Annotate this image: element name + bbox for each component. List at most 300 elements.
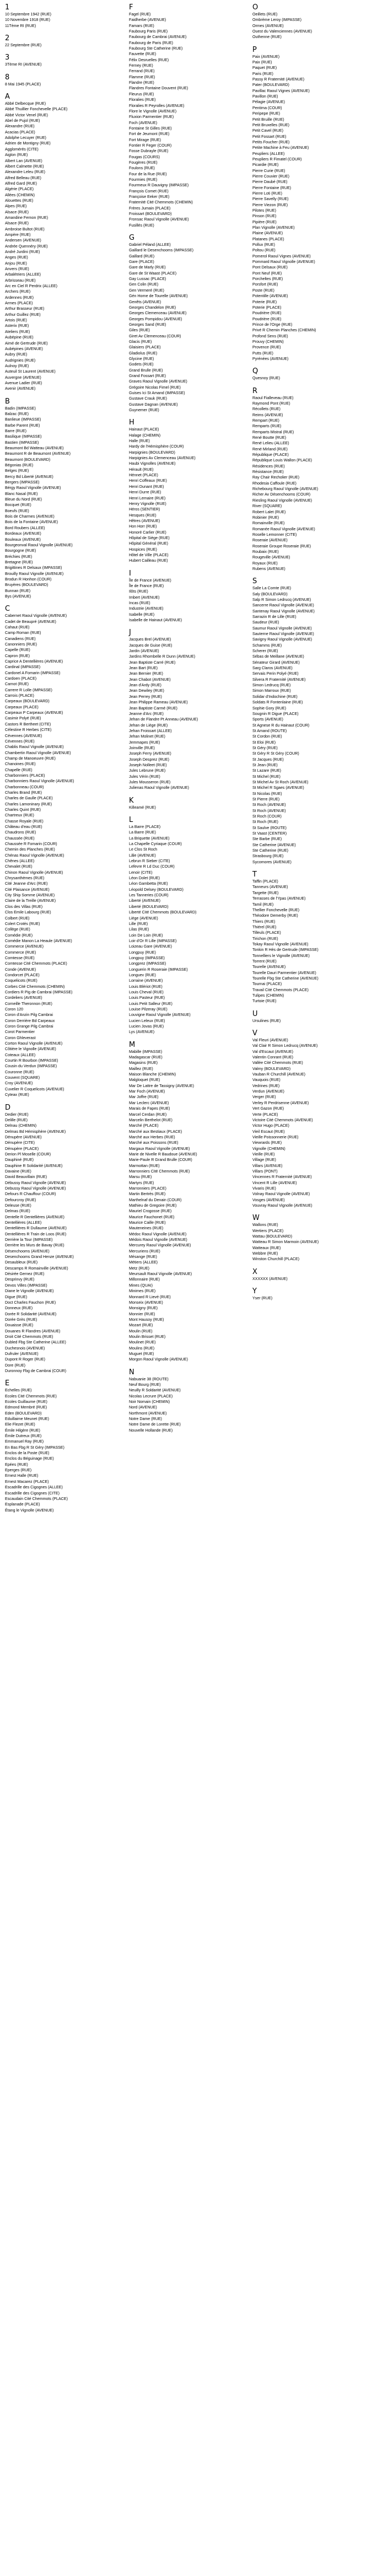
street-link[interactable]: Pomerol Raoul Vignes (AVENUE) bbox=[252, 254, 311, 259]
street-link[interactable]: Alexandre (RUE) bbox=[5, 124, 35, 129]
street-link[interactable]: Longpuy (IMPASSE) bbox=[129, 955, 165, 960]
street-link[interactable]: St Roch (AVENUE) bbox=[252, 808, 286, 813]
street-link[interactable]: Fosse Dubrayle (RUE) bbox=[129, 149, 169, 154]
street-link[interactable]: Verger (RUE) bbox=[252, 1095, 276, 1100]
street-link[interactable]: Pinson (RUE) bbox=[252, 214, 277, 219]
street-link[interactable]: Joseph Desprez (RUE) bbox=[129, 757, 169, 762]
street-link[interactable]: Dupont R Roger (RUE) bbox=[5, 1357, 45, 1362]
street-link[interactable]: Bunnan (RUE) bbox=[5, 588, 31, 593]
street-link[interactable]: Vieille Poissonnerie (RUE) bbox=[252, 1134, 299, 1139]
street-link[interactable]: Marché aux Poissons (RUE) bbox=[129, 1141, 179, 1146]
street-link[interactable]: Audrignies (RUE) bbox=[5, 358, 36, 363]
street-link[interactable]: Morgon Raoul Vignolle (AVENUE) bbox=[129, 1357, 188, 1362]
street-link[interactable]: Bercy Bd Liberté (AVENUE) bbox=[5, 474, 53, 479]
street-link[interactable]: Artois (RUE) bbox=[5, 318, 27, 323]
street-link[interactable]: Françoise Eeker (RUE) bbox=[129, 195, 170, 199]
street-link[interactable]: Coron d'Anzin Pilg Cambrai bbox=[5, 1013, 53, 1018]
street-link[interactable]: Jehan Molinet (RUE) bbox=[129, 734, 165, 739]
street-link[interactable]: Yser (RUE) bbox=[252, 1296, 273, 1301]
street-link[interactable]: Faubourg de Cambrai (AVENUE) bbox=[129, 35, 187, 40]
street-link[interactable]: Chablis Raoul Vignolle (AVENUE) bbox=[5, 745, 64, 750]
street-link[interactable]: Deleuse (RUE) bbox=[5, 1203, 31, 1208]
street-link[interactable]: Aubépine (RUE) bbox=[5, 335, 34, 340]
street-link[interactable]: Lorraine (AVENUE) bbox=[129, 978, 163, 983]
street-link[interactable]: Mar Leclerc (AVENUE) bbox=[129, 1100, 169, 1105]
street-link[interactable]: Jean Chabot (AVENUE) bbox=[129, 677, 171, 682]
street-link[interactable]: Théodore Demerby (RUE) bbox=[252, 913, 298, 918]
street-link[interactable]: Léopold Delsey (BOULEVARD) bbox=[129, 887, 184, 892]
street-link[interactable]: Petite Machine à Feu (AVENUE) bbox=[252, 146, 309, 150]
street-link[interactable]: Jehan de Liège (RUE) bbox=[129, 723, 168, 728]
street-link[interactable]: Poudrière (RUE) bbox=[252, 316, 282, 321]
street-link[interactable]: Turtoie (RUE) bbox=[252, 999, 277, 1004]
street-link[interactable]: Chartreux (RUE) bbox=[5, 813, 34, 818]
street-link[interactable]: Flandre (RUE) bbox=[129, 80, 154, 85]
street-link[interactable]: St Géry (RUE) bbox=[252, 745, 278, 750]
street-link[interactable]: Pierre Curie (RUE) bbox=[252, 168, 285, 173]
street-link[interactable]: Douanes R Flandres (AVENUE) bbox=[5, 1329, 61, 1333]
street-link[interactable]: Royaux (RUE) bbox=[252, 561, 278, 566]
street-link[interactable]: Jean Bart (RUE) bbox=[129, 666, 158, 671]
street-link[interactable]: Pierre Couvier (RUE) bbox=[252, 174, 290, 179]
street-link[interactable]: Résistance (RUE) bbox=[252, 470, 284, 475]
street-link[interactable]: Petit Bruille (RUE) bbox=[252, 117, 284, 122]
street-link[interactable]: Agglomérés (CITE) bbox=[5, 147, 39, 152]
street-link[interactable]: Lucien Leleux (RUE) bbox=[129, 1018, 165, 1023]
street-link[interactable]: St Roch (RUE) bbox=[252, 820, 278, 825]
street-link[interactable]: Profond Sens (RUE) bbox=[252, 334, 288, 338]
street-link[interactable]: Marmottan (RUE) bbox=[129, 1163, 160, 1168]
street-link[interactable]: Porcheltes (RUE) bbox=[252, 277, 283, 282]
street-link[interactable]: Silvera R Fraternité (AVENUE) bbox=[252, 677, 306, 682]
street-link[interactable]: Ernest Macarez (PLACE) bbox=[5, 1479, 49, 1484]
street-link[interactable]: Coron Ghleverast bbox=[5, 1035, 36, 1040]
street-link[interactable]: Auvergne (AVENUE) bbox=[5, 375, 41, 380]
street-link[interactable]: Faubourg Paris (RUE) bbox=[129, 29, 168, 34]
street-link[interactable]: Île de France (AVENUE) bbox=[129, 578, 171, 583]
street-link[interactable]: Albert Calmette (RUE) bbox=[5, 164, 44, 169]
street-link[interactable]: Georges Sand (RUE) bbox=[129, 322, 166, 327]
street-link[interactable]: Wertiers (PLACE) bbox=[252, 1228, 284, 1233]
street-link[interactable]: Pater (BOULEVARD) bbox=[252, 83, 289, 88]
street-link[interactable]: Mésange (RUE) bbox=[129, 1255, 157, 1260]
street-link[interactable]: René Boutte (RUE) bbox=[252, 435, 287, 440]
street-link[interactable]: Thiérel (RUE) bbox=[252, 924, 277, 929]
street-link[interactable]: Richer Av Désenchooms (COUR) bbox=[252, 492, 311, 497]
street-link[interactable]: Hôpital Général (RUE) bbox=[129, 541, 168, 546]
street-link[interactable]: Loin De Loin (RUE) bbox=[129, 933, 163, 938]
street-link[interactable]: Schamms (RUE) bbox=[252, 643, 282, 648]
street-link[interactable]: Couronne (RUE) bbox=[5, 1069, 34, 1074]
street-link[interactable]: Harpignies (BOULEVARD) bbox=[129, 450, 175, 455]
street-link[interactable]: Reims (AVENUE) bbox=[252, 412, 283, 417]
street-link[interactable]: Sénateur Girard (AVENUE) bbox=[252, 660, 300, 665]
street-link[interactable]: Nabuanie 38 (ROUTE) bbox=[129, 1376, 169, 1381]
street-link[interactable]: Coron Derrière Bd Carpeaux bbox=[5, 1018, 55, 1023]
street-link[interactable]: Duronnoy Fbg de Cambrai (COUR) bbox=[5, 1368, 67, 1373]
street-link[interactable]: 22 Septembre (RUE) bbox=[5, 43, 42, 48]
street-link[interactable]: Gladiolus (RUE) bbox=[129, 351, 158, 356]
street-link[interactable]: Ampère (RUE) bbox=[5, 232, 31, 237]
street-link[interactable]: Nord (AVENUE) bbox=[129, 1405, 157, 1410]
street-link[interactable]: Liège (AVENUE) bbox=[129, 916, 158, 921]
street-link[interactable]: Métiers (ALLEE) bbox=[129, 1260, 158, 1265]
street-link[interactable]: Poudrière (RUE) bbox=[252, 311, 282, 316]
street-link[interactable]: Vieil Escaut (RUE) bbox=[252, 1129, 285, 1134]
street-link[interactable]: Croy (AVENUE) bbox=[5, 1081, 33, 1086]
street-link[interactable]: Tonkin R Hès de Gertrude (IMPASSE) bbox=[252, 948, 319, 953]
street-link[interactable]: Jean Philippe Rameau (AVENUE) bbox=[129, 700, 188, 705]
street-link[interactable]: Tulipes (CHEMIN) bbox=[252, 993, 284, 998]
street-link[interactable]: Joseph Ferry (AVENUE) bbox=[129, 751, 171, 756]
street-link[interactable]: Castors R Bertheet (CITE) bbox=[5, 722, 51, 727]
street-link[interactable]: Mozart (RUE) bbox=[129, 1323, 153, 1328]
street-link[interactable]: Arthur Brasseur (RUE) bbox=[5, 306, 45, 311]
street-link[interactable]: Sarg Claros (AVENUE) bbox=[252, 666, 293, 671]
street-link[interactable]: Pierre Daubé (RUE) bbox=[252, 180, 288, 185]
street-link[interactable]: Strasbourg (RUE) bbox=[252, 854, 284, 859]
street-link[interactable]: Mar Foch (AVENUE) bbox=[129, 1089, 165, 1094]
street-link[interactable]: Badin (IMPASSE) bbox=[5, 406, 36, 411]
street-link[interactable]: Lâle (AVENUE) bbox=[129, 853, 156, 858]
street-link[interactable]: Fagel (RUE) bbox=[129, 12, 151, 17]
street-link[interactable]: Charbonniers (PLACE) bbox=[5, 773, 45, 778]
street-link[interactable]: Digue (RUE) bbox=[5, 1294, 28, 1299]
street-link[interactable]: Robert Lalet (RUE) bbox=[252, 509, 286, 514]
street-link[interactable]: Allées (CHEMIN) bbox=[5, 192, 35, 197]
street-link[interactable]: Peripepe (RUE) bbox=[252, 111, 281, 116]
street-link[interactable]: Ursulines (RUE) bbox=[252, 1018, 281, 1023]
street-link[interactable]: Comédie Manon La Heaule (AVENUE) bbox=[5, 938, 72, 943]
street-link[interactable]: Cabernet Raoul Vignolle (AVENUE) bbox=[5, 614, 67, 619]
street-link[interactable]: Chemin des Planches (RUE) bbox=[5, 847, 55, 852]
street-link[interactable]: Dénupère (PLACE) bbox=[5, 1146, 39, 1151]
street-link[interactable]: Halle (RUE) bbox=[129, 439, 150, 444]
street-link[interactable]: Jules Vérin (RUE) bbox=[129, 774, 160, 779]
street-link[interactable]: Bocquet (RUE) bbox=[5, 503, 31, 508]
street-link[interactable]: Desprinvy (RUE) bbox=[5, 1277, 35, 1282]
street-link[interactable]: Devos Villes (IMPASSE) bbox=[5, 1283, 47, 1288]
street-link[interactable]: Nicolas Lecrure (PLACE) bbox=[129, 1394, 173, 1399]
street-link[interactable]: Gen Vermeré (RUE) bbox=[129, 288, 164, 293]
street-link[interactable]: Tournai (PLACE) bbox=[252, 982, 282, 987]
street-link[interactable]: Romainville (RUE) bbox=[252, 521, 285, 526]
street-link[interactable]: Richebourg Raoul Vignolle (AVENUE) bbox=[252, 487, 319, 492]
street-link[interactable]: Beaumont (BOULEVARD) bbox=[5, 457, 51, 462]
street-link[interactable]: Roseraie (AVENUE) bbox=[252, 538, 288, 543]
street-link[interactable]: Désirée Gernez (RUE) bbox=[5, 1272, 45, 1277]
street-link[interactable]: Grand Brulle (RUE) bbox=[129, 368, 163, 373]
street-link[interactable]: Madagascar (RUE) bbox=[129, 1055, 163, 1060]
street-link[interactable]: Glacis (RUE) bbox=[129, 339, 152, 344]
street-link[interactable]: Chaussée R Fomarin (COUR) bbox=[5, 842, 57, 847]
street-link[interactable]: Enclos de la Poste (RUE) bbox=[5, 1451, 50, 1456]
street-link[interactable]: Ormes (AVENUE) bbox=[252, 23, 284, 28]
street-link[interactable]: Lucien Jovas (RUE) bbox=[129, 1024, 164, 1029]
street-link[interactable]: Bérgy Raoul Vignolle (AVENUE) bbox=[5, 486, 61, 491]
street-link[interactable]: Résidences (RUE) bbox=[252, 464, 285, 469]
street-link[interactable]: La Barre (RUE) bbox=[129, 830, 156, 835]
street-link[interactable]: Récollets (RUE) bbox=[252, 407, 281, 412]
street-link[interactable]: Neuilly R Soldarité (AVENUE) bbox=[129, 1388, 181, 1393]
street-link[interactable]: Vauban R Churchill (AVENUE) bbox=[252, 1072, 305, 1077]
street-link[interactable]: Avenue Ladier (RUE) bbox=[5, 380, 42, 385]
street-link[interactable]: Adrien de Montigny (RUE) bbox=[5, 141, 51, 146]
street-link[interactable]: St Roch (AVENUE) bbox=[252, 803, 286, 808]
street-link[interactable]: Tilleuls (PLACE) bbox=[252, 931, 281, 935]
street-link[interactable]: Fluxion Parmentier (RUE) bbox=[129, 115, 174, 120]
street-link[interactable]: Charles de Gaulle (PLACE) bbox=[5, 796, 53, 801]
street-link[interactable]: Léon Dolet (RUE) bbox=[129, 876, 160, 881]
street-link[interactable]: Petits Foucher (RUE) bbox=[252, 139, 290, 144]
street-link[interactable]: Les Tanneries (COUR) bbox=[129, 893, 169, 898]
street-link[interactable]: Moulins (RUE) bbox=[129, 1346, 155, 1351]
street-link[interactable]: Delmas Bd Hémisphère (AVENUE) bbox=[5, 1129, 66, 1134]
street-link[interactable]: Arc en Ciel R Perdrix (ALLEE) bbox=[5, 284, 58, 289]
street-link[interactable]: François Comet (RUE) bbox=[129, 189, 169, 193]
street-link[interactable]: Caprice A Dentellières (AVENUE) bbox=[5, 659, 63, 664]
street-link[interactable]: Jardins Rhombelle R Dunn (AVENUE) bbox=[129, 654, 196, 659]
street-link[interactable]: Pentima (COUR) bbox=[252, 105, 282, 110]
street-link[interactable]: Jeanne d'Arc (RUE) bbox=[129, 711, 164, 716]
street-link[interactable]: Imbert (AVENUE) bbox=[129, 595, 160, 600]
street-link[interactable]: Charbonneau (COUR) bbox=[5, 784, 44, 789]
street-link[interactable]: Guynemer (RUE) bbox=[129, 408, 159, 413]
street-link[interactable]: Bois de la Fontaine (AVENUE) bbox=[5, 520, 58, 525]
street-link[interactable]: Vallée Cité Chemmots (RUE) bbox=[252, 1061, 303, 1066]
street-link[interactable]: Marais de Fapes (RUE) bbox=[129, 1106, 170, 1111]
street-link[interactable]: Bourgogne (RUE) bbox=[5, 548, 36, 553]
street-link[interactable]: Léon Gambetta (RUE) bbox=[129, 881, 168, 886]
street-link[interactable]: Saudeur (RUE) bbox=[252, 620, 279, 625]
street-link[interactable]: Meursault Raoul Vignolle (AVENUE) bbox=[129, 1272, 192, 1277]
street-link[interactable]: Tamil (RUE) bbox=[252, 902, 274, 907]
street-link[interactable]: Chrysanthèmes (RUE) bbox=[5, 876, 45, 881]
street-link[interactable]: Chênes (ALLEE) bbox=[5, 859, 35, 864]
street-link[interactable]: Mauriel Crogosse (RUE) bbox=[129, 1209, 172, 1214]
street-link[interactable]: Roubaix (RUE) bbox=[252, 549, 279, 554]
street-link[interactable]: Armes (PLACE) bbox=[5, 301, 33, 306]
street-link[interactable]: Fourmeux R Dauvigny (IMPASSE) bbox=[129, 183, 189, 188]
street-link[interactable]: 10 Novembre 1918 (RUE) bbox=[5, 18, 51, 23]
street-link[interactable]: Bouleaux (AVENUE) bbox=[5, 537, 41, 542]
street-link[interactable]: Cousin du Verdun (IMPASSE) bbox=[5, 1064, 57, 1069]
street-link[interactable]: Émile Hilgère (RUE) bbox=[5, 1428, 40, 1433]
street-link[interactable]: Jehan Froissart (ALLEE) bbox=[129, 728, 172, 733]
street-link[interactable]: Privé R Chemin Planches (CHEMIN) bbox=[252, 328, 316, 333]
street-link[interactable]: Cardoen (PLACE) bbox=[5, 676, 37, 681]
street-link[interactable]: Noir Nomain (CHEMIN) bbox=[129, 1400, 170, 1404]
street-link[interactable]: Killeamé (RUE) bbox=[129, 805, 156, 810]
street-link[interactable]: Giles (RUE) bbox=[129, 328, 150, 333]
street-link[interactable]: Roselle Lemonner (CITE) bbox=[252, 532, 297, 537]
street-link[interactable]: Gustave Dagnan (AVENUE) bbox=[129, 402, 178, 407]
street-link[interactable]: Salle La Comte (RUE) bbox=[252, 586, 292, 591]
street-link[interactable]: La Briquette (AVENUE) bbox=[129, 836, 170, 841]
street-link[interactable]: Ferney (RUE) bbox=[129, 63, 153, 68]
street-link[interactable]: Marsu (RUE) bbox=[129, 1175, 152, 1180]
street-link[interactable]: Putts (RUE) bbox=[252, 351, 273, 356]
street-link[interactable]: Jehan de Flandre Pt Anneau (AVENUE) bbox=[129, 717, 198, 722]
street-link[interactable]: Jean Dewiley (RUE) bbox=[129, 689, 164, 693]
street-link[interactable]: Fourmies (RUE) bbox=[129, 177, 158, 182]
street-link[interactable]: Froissart (BOULEVARD) bbox=[129, 212, 172, 217]
street-link[interactable]: Guises Ici St Amand (IMPASSE) bbox=[129, 391, 185, 395]
street-link[interactable]: Mauteneines (RUE) bbox=[129, 1226, 164, 1231]
street-link[interactable]: Hesques (RUE) bbox=[129, 513, 157, 518]
street-link[interactable]: Hubert Cailleau (RUE) bbox=[129, 558, 168, 563]
street-link[interactable]: Fontaine St Gilles (RUE) bbox=[129, 126, 172, 131]
street-link[interactable]: Dauphiné (RUE) bbox=[5, 1158, 34, 1163]
street-link[interactable]: Tourelle Dauri Parmentier (AVENUE) bbox=[252, 970, 316, 975]
street-link[interactable]: Flore le Vignolle (AVENUE) bbox=[129, 109, 177, 114]
street-link[interactable]: Victor Hugo (PLACE) bbox=[252, 1123, 289, 1128]
street-link[interactable]: Louvigne Raoul Vignolle (AVENUE) bbox=[129, 1013, 191, 1018]
street-link[interactable]: Mercuriens (RUE) bbox=[129, 1249, 160, 1254]
street-link[interactable]: Mar De Lattre de Tassigny (AVENUE) bbox=[129, 1083, 195, 1088]
street-link[interactable]: Santenay Raoul Vignolle (AVENUE) bbox=[252, 609, 315, 614]
street-link[interactable]: Marcel Cerdan (RUE) bbox=[129, 1112, 167, 1117]
street-link[interactable]: Carrois (PLACE) bbox=[5, 693, 34, 698]
street-link[interactable]: Douaisse (RUE) bbox=[5, 1323, 34, 1328]
street-link[interactable]: Glycine (RUE) bbox=[129, 356, 154, 361]
street-link[interactable]: Defourcroy (RUE) bbox=[5, 1197, 36, 1202]
street-link[interactable]: Tirichon (RUE) bbox=[252, 936, 278, 941]
street-link[interactable]: Mont Hausoy (RUE) bbox=[129, 1317, 164, 1322]
street-link[interactable]: Gare (PLACE) bbox=[129, 260, 154, 265]
street-link[interactable]: Monsigny (RUE) bbox=[129, 1306, 158, 1311]
street-link[interactable]: Gén Horne de Tourelle (AVENUE) bbox=[129, 294, 188, 299]
street-link[interactable]: Dorée Grès (RUE) bbox=[5, 1317, 37, 1322]
street-link[interactable]: Val Fleuri (AVENUE) bbox=[252, 1038, 288, 1043]
street-link[interactable]: St Eloi (RUE) bbox=[252, 740, 276, 745]
street-link[interactable]: Vieille (RUE) bbox=[252, 1152, 275, 1157]
street-link[interactable]: Jemmapes (RUE) bbox=[129, 740, 160, 745]
street-link[interactable]: Gare de St Waast (PLACE) bbox=[129, 271, 177, 276]
street-link[interactable]: Magasins (RUE) bbox=[129, 1061, 158, 1066]
street-link[interactable]: Soldats R Fontenlaine (RUE) bbox=[252, 700, 303, 705]
street-link[interactable]: Tourelle Fbg Ste Catherine (AVENUE) bbox=[252, 976, 319, 981]
street-link[interactable]: Scherer (RUE) bbox=[252, 649, 278, 654]
street-link[interactable]: Torrent (RUE) bbox=[252, 959, 277, 964]
street-link[interactable]: St Michel (RUE) bbox=[252, 774, 281, 779]
street-link[interactable]: René Mirland (RUE) bbox=[252, 447, 288, 451]
street-link[interactable]: Terrasses de l'Ypas (AVENUE) bbox=[252, 896, 306, 901]
street-link[interactable]: Corneille Theronnon (RUE) bbox=[5, 1001, 52, 1006]
street-link[interactable]: Comédie (RUE) bbox=[5, 933, 33, 938]
street-link[interactable]: Condorcet (PLACE) bbox=[5, 972, 40, 977]
street-link[interactable]: Genêts (AVENUE) bbox=[129, 299, 161, 304]
street-link[interactable]: Ilôts (RUE) bbox=[129, 589, 148, 594]
street-link[interactable]: Ecoles Guillaume (RUE) bbox=[5, 1400, 47, 1404]
street-link[interactable]: Cordeliers (AVENUE) bbox=[5, 996, 42, 1001]
street-link[interactable]: Droit Cité Chemmots (RUE) bbox=[5, 1334, 53, 1339]
street-link[interactable]: Charles Brand (RUE) bbox=[5, 790, 42, 795]
street-link[interactable]: Auteuil St Laurent (AVENUE) bbox=[5, 369, 56, 374]
street-link[interactable]: Ferrand (RUE) bbox=[129, 69, 155, 74]
street-link[interactable]: Joinville (RUE) bbox=[129, 745, 155, 750]
street-link[interactable]: Cuvelier R Coquelicots (AVENUE) bbox=[5, 1087, 64, 1091]
street-link[interactable]: André Jurdini (RUE) bbox=[5, 250, 40, 254]
street-link[interactable]: Savigny Raoul Vignolle (AVENUE) bbox=[252, 637, 312, 642]
street-link[interactable]: St Saulve (ROUTE) bbox=[252, 825, 287, 830]
street-link[interactable]: Lenoir (CITE) bbox=[129, 870, 153, 875]
street-link[interactable]: St Vaast (CENTER) bbox=[252, 831, 287, 836]
street-link[interactable]: Vosges (AVENUE) bbox=[252, 1197, 285, 1202]
street-link[interactable]: Pierre Viezon (RUE) bbox=[252, 202, 288, 207]
street-link[interactable]: Adolphe Lecuyer (RUE) bbox=[5, 136, 46, 141]
street-link[interactable]: Vedrines (RUE) bbox=[252, 1083, 280, 1088]
street-link[interactable]: Chambertin Raoul Vignolle (AVENUE) bbox=[5, 750, 71, 755]
street-link[interactable]: Bergers (IMPASSE) bbox=[5, 480, 40, 485]
street-link[interactable]: Brouilly Raoul Vignolle (AVENUE) bbox=[5, 571, 64, 576]
street-link[interactable]: Tonnelliers le Vignolle (AVENUE) bbox=[252, 953, 310, 958]
street-link[interactable]: Fraternité Cité Chemmots (CHEMIN) bbox=[129, 200, 193, 205]
street-link[interactable]: Louise Pilzeray (RUE) bbox=[129, 1007, 168, 1012]
street-link[interactable]: Ste Catherine (RUE) bbox=[252, 848, 289, 853]
street-link[interactable]: Basilique (IMPASSE) bbox=[5, 434, 42, 439]
street-link[interactable]: Dénupère (AVENUE) bbox=[5, 1134, 42, 1139]
street-link[interactable]: Carnot (RUE) bbox=[5, 682, 29, 687]
street-link[interactable]: Henri Dunant (RUE) bbox=[129, 484, 164, 489]
street-link[interactable]: Malgloquet (RUE) bbox=[129, 1078, 160, 1083]
street-link[interactable]: Sycomores (AVENUE) bbox=[252, 859, 292, 864]
street-link[interactable]: Émile Dutreux (RUE) bbox=[5, 1434, 42, 1439]
street-link[interactable]: Jardin (AVENUE) bbox=[129, 649, 159, 654]
street-link[interactable]: Bord Roubers (ALLEE) bbox=[5, 525, 45, 530]
street-link[interactable]: Pollux (RUE) bbox=[252, 243, 275, 248]
street-link[interactable]: Comtesse (RUE) bbox=[5, 955, 35, 960]
street-link[interactable]: Hôtel de Ville (PLACE) bbox=[129, 552, 169, 557]
street-link[interactable]: Gen Colin (RUE) bbox=[129, 282, 159, 287]
street-link[interactable]: St Nicolas (RUE) bbox=[252, 791, 282, 796]
street-link[interactable]: Doct Charles Fauchon (RUE) bbox=[5, 1300, 56, 1305]
street-link[interactable]: St Jean (RUE) bbox=[252, 762, 278, 767]
street-link[interactable]: Eden (BOULEVARD) bbox=[5, 1411, 42, 1416]
street-link[interactable]: Avenir (AVENUE) bbox=[5, 386, 36, 391]
street-link[interactable]: Beaumont Bd Watteau (AVENUE) bbox=[5, 446, 64, 450]
street-link[interactable]: Louis Cheval (RUE) bbox=[129, 989, 164, 994]
street-link[interactable]: Longuev (RUE) bbox=[129, 972, 156, 977]
street-link[interactable]: Couvent (SQUARE) bbox=[5, 1075, 40, 1080]
street-link[interactable]: Petit Bruxelles (RUE) bbox=[252, 122, 290, 127]
street-link[interactable]: Emmanuel Ray (RUE) bbox=[5, 1439, 44, 1444]
street-link[interactable]: Carrere R Lolle (IMPASSE) bbox=[5, 687, 52, 692]
street-link[interactable]: Bys (AVENUE) bbox=[5, 594, 31, 599]
street-link[interactable]: Bastien (IMPASSE) bbox=[5, 440, 39, 445]
street-link[interactable]: Clos Emile Labourg (RUE) bbox=[5, 910, 51, 915]
street-link[interactable]: Martyrs (RUE) bbox=[129, 1180, 154, 1185]
street-link[interactable]: Anges (RUE) bbox=[5, 255, 28, 260]
street-link[interactable]: Fronsac Raoul Vignolle (AVENUE) bbox=[129, 217, 189, 222]
street-link[interactable]: Andersen (AVENUE) bbox=[5, 238, 41, 243]
street-link[interactable]: Godets (RUE) bbox=[129, 362, 154, 367]
street-link[interactable]: Jacques de Guise (RUE) bbox=[129, 643, 172, 648]
street-link[interactable]: Delille (RUE) bbox=[5, 1117, 28, 1122]
street-link[interactable]: Escadrille des Cigognes (CITE) bbox=[5, 1491, 60, 1496]
street-link[interactable]: Coron 120 bbox=[5, 1007, 24, 1012]
street-link[interactable]: Conde (AVENUE) bbox=[5, 967, 36, 972]
street-link[interactable]: Pierre Fontaine (RUE) bbox=[252, 185, 292, 190]
street-link[interactable]: Wattau (BOULEVARD) bbox=[252, 1234, 293, 1239]
street-link[interactable]: Aimé de Gertrude (RUE) bbox=[5, 341, 48, 346]
street-link[interactable]: Georges Chandelon (RUE) bbox=[129, 305, 176, 310]
street-link[interactable]: Isabelle de Hainaut (AVENUE) bbox=[129, 618, 182, 623]
street-link[interactable]: Millonnaire (RUE) bbox=[129, 1277, 160, 1282]
street-link[interactable]: Henri Lemaire (RUE) bbox=[129, 496, 166, 501]
street-link[interactable]: Wallons (RUE) bbox=[252, 1223, 278, 1228]
street-link[interactable]: Rougeville (AVENUE) bbox=[252, 555, 290, 560]
